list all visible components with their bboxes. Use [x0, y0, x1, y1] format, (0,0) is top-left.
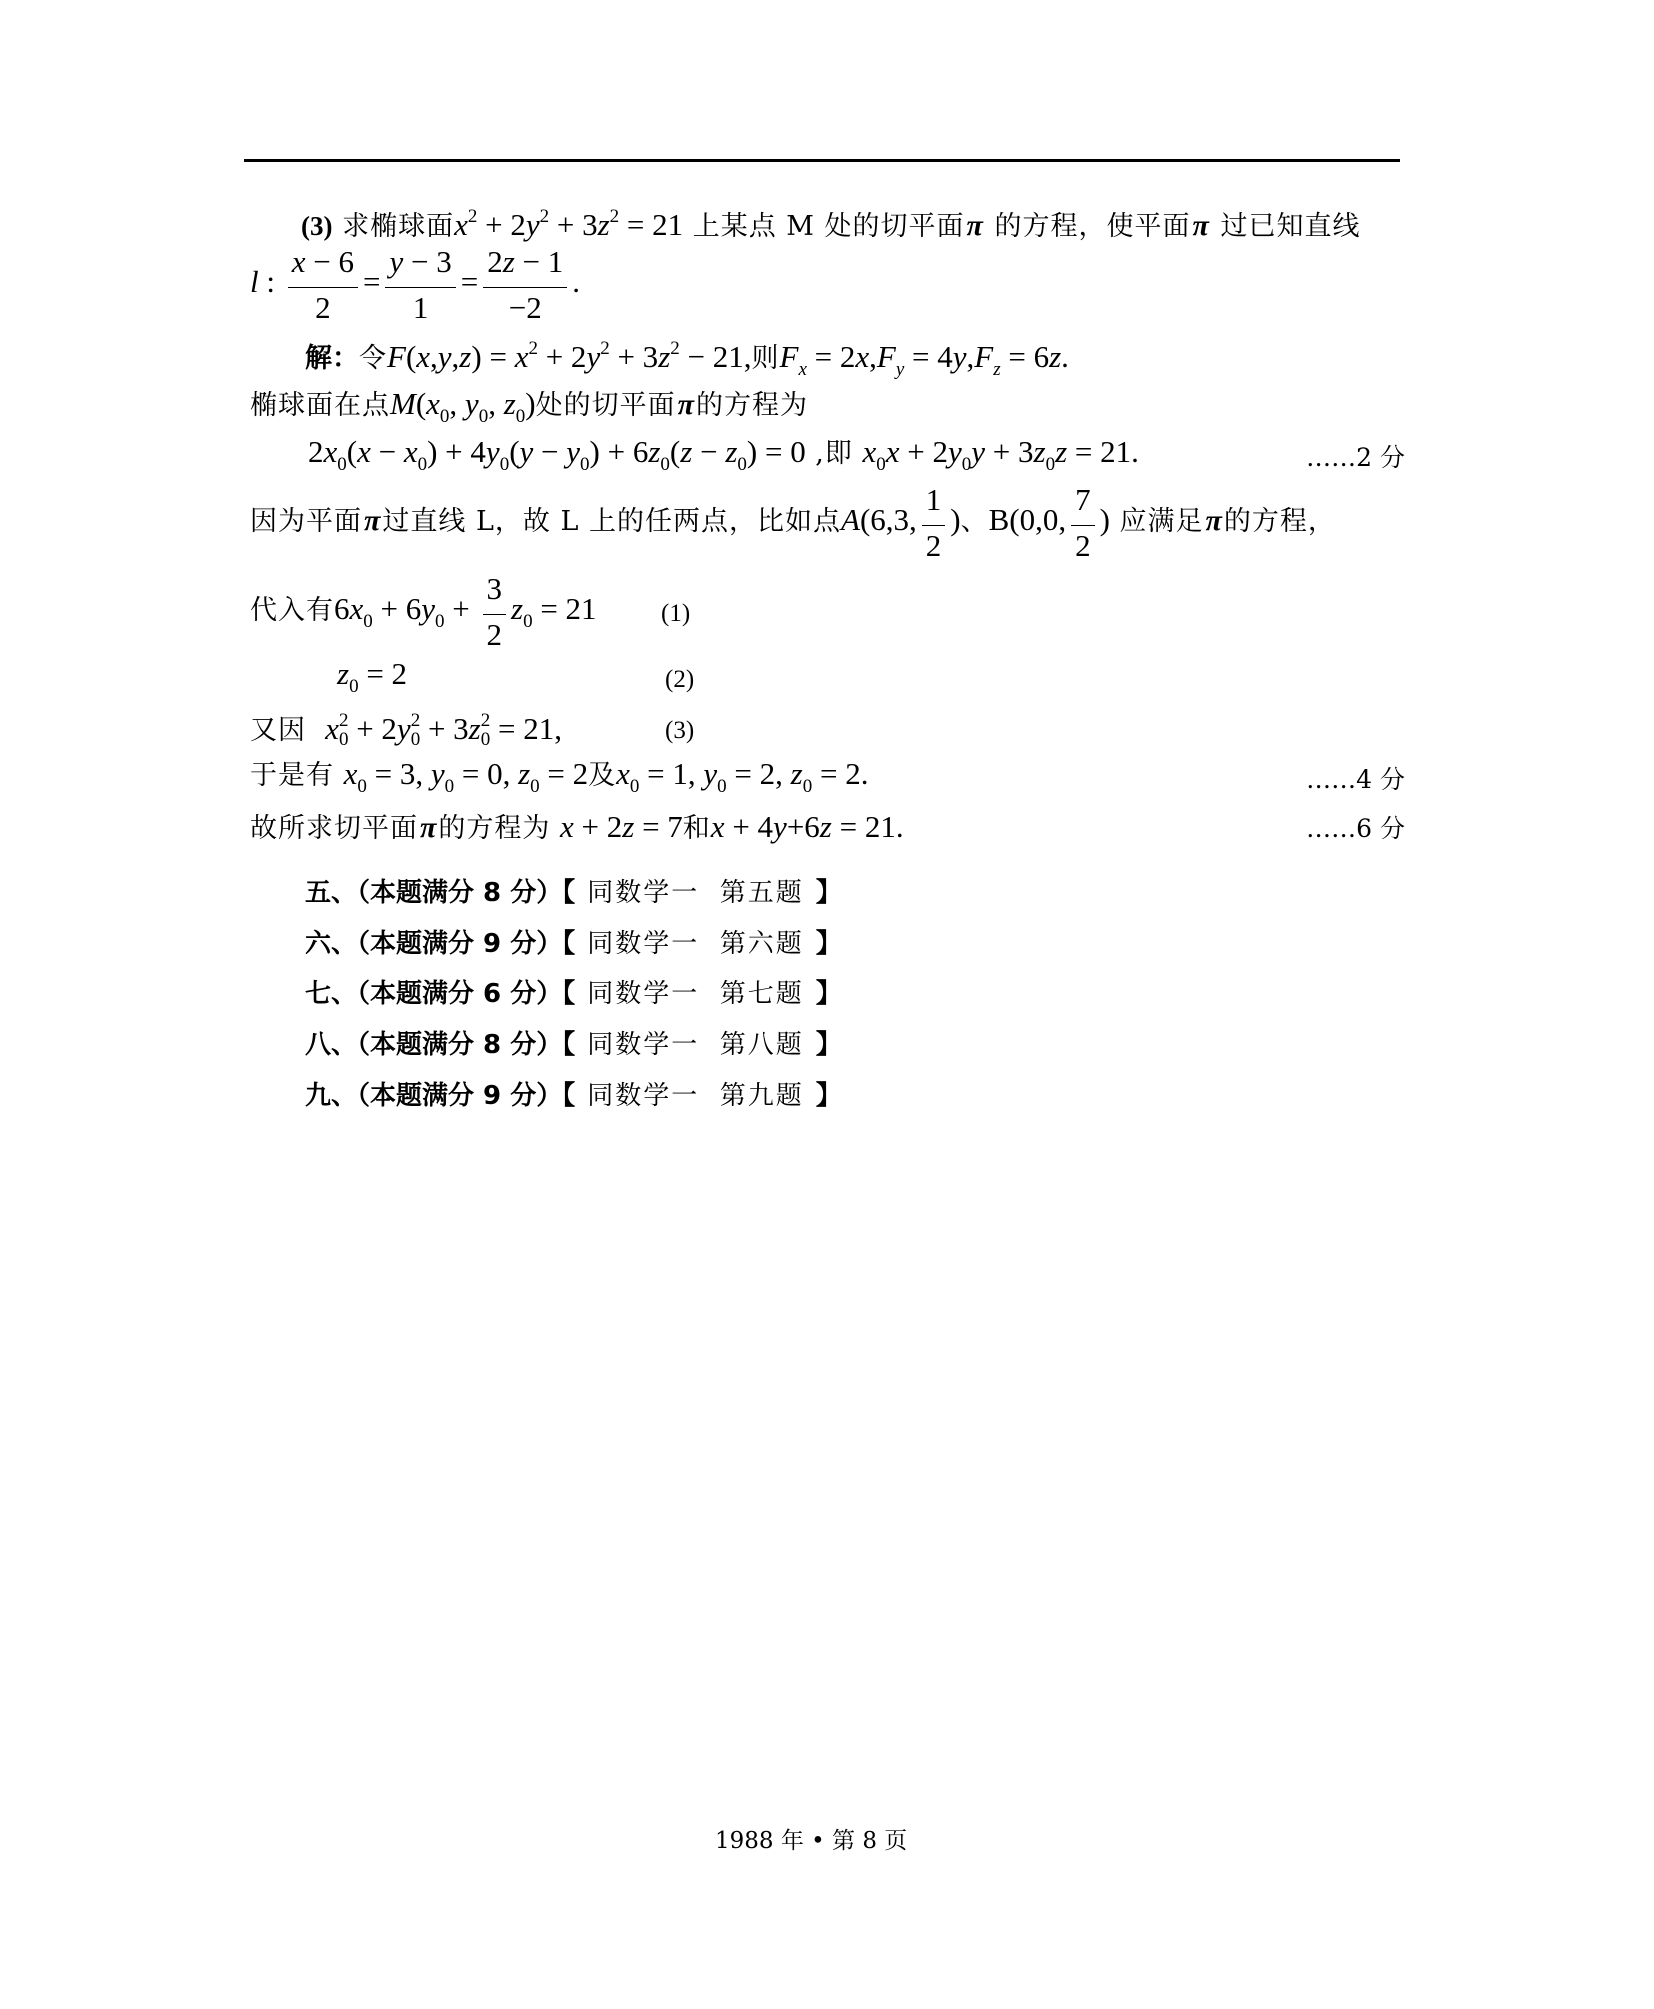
math-variable: y — [421, 590, 436, 626]
subscript: 0 — [802, 775, 813, 797]
superscript: 2 — [528, 337, 538, 359]
text-run: 过已知直线 — [1210, 210, 1361, 242]
math-text: = 21. — [831, 808, 904, 844]
text-run: 又因 — [250, 714, 326, 746]
math-variable: z — [1049, 338, 1062, 374]
math-variable: F — [387, 338, 406, 374]
math-variable: z — [459, 338, 472, 374]
math-variable: y — [430, 755, 445, 791]
pi-symbol: π — [420, 810, 437, 844]
numerator — [288, 245, 358, 288]
math-variable: y — [396, 710, 411, 746]
math-variable: y — [773, 808, 787, 844]
subscript: z — [993, 358, 1001, 380]
math-text: − 3 — [403, 243, 452, 279]
fraction — [1071, 483, 1095, 568]
math-text: 1 — [925, 481, 942, 517]
subscript: 0 — [357, 775, 367, 797]
math-variable: y — [519, 433, 534, 469]
math-variable: z — [597, 206, 610, 242]
subscript: 0 — [629, 775, 640, 797]
superscript: 2 — [670, 337, 680, 359]
bold-text: 解： — [305, 342, 359, 373]
math-text: + 3 — [420, 710, 469, 746]
math-text: − 6 — [305, 243, 354, 279]
math-text: , — [449, 385, 465, 421]
math-text: = 2, — [726, 755, 791, 791]
text-run: ,即 — [805, 437, 863, 469]
superscript: 2 — [539, 205, 550, 227]
math-text: + 2 — [899, 433, 948, 469]
math-text: . — [572, 263, 581, 299]
math-text: (6,3, — [859, 501, 917, 537]
math-text: − 21, — [679, 338, 752, 374]
math-variable: y — [437, 338, 452, 374]
heading-label: 六、（本题满分 9 分）【 — [305, 928, 576, 959]
text-run: 上某点 M 处的切平面 — [683, 210, 965, 242]
text-run: 故所求切平面 — [250, 812, 418, 844]
math-variable: x — [862, 433, 877, 469]
math-text: , — [430, 338, 438, 374]
math-variable: x — [454, 206, 468, 242]
score-6: ……6 分 — [1306, 814, 1405, 843]
math-text: − — [533, 433, 567, 469]
math-text: ) + 6 — [589, 433, 649, 469]
math-variable: z — [1055, 433, 1068, 469]
math-variable: x — [559, 808, 574, 844]
math-text: 2 — [486, 616, 502, 652]
math-text: = 1, — [639, 755, 704, 791]
subscript: 0 — [439, 405, 450, 427]
equation-2-tag: (2) — [665, 666, 695, 693]
math-text: + 6 — [372, 590, 422, 626]
math-variable: F — [974, 338, 994, 374]
math-text: = 2 — [358, 655, 408, 691]
math-variable: y — [586, 338, 601, 374]
math-variable: z — [337, 655, 350, 691]
subscript: 0 — [580, 453, 590, 475]
pi-symbol: π — [677, 387, 694, 421]
math-text: 2 — [1075, 527, 1091, 563]
math-text: = 7 — [634, 808, 683, 844]
text-run: 及 — [588, 759, 617, 791]
bold-text: (3) — [301, 210, 333, 241]
superscript: 2 — [480, 709, 491, 731]
heading-reference: 同数学一 第八题 — [587, 1029, 804, 1060]
math-variable: x — [416, 338, 431, 374]
numerator — [483, 245, 567, 288]
math-text: 6 — [334, 590, 350, 626]
subscript: 0 — [410, 728, 421, 750]
problem-9-heading — [305, 1047, 842, 1147]
fraction — [922, 483, 946, 568]
text-run: 因为平面 — [250, 505, 362, 537]
superscript: 2 — [338, 709, 349, 731]
page-number: 1988 年 • 第 8 页 — [715, 1828, 908, 1854]
math-text: = 6 — [1000, 338, 1050, 374]
math-variable: x — [357, 433, 371, 469]
subscript: 0 — [1045, 453, 1056, 475]
math-text: − 1 — [514, 243, 564, 279]
math-variable: y — [464, 385, 479, 421]
text-run: 代入有 — [250, 594, 334, 626]
fraction — [483, 572, 507, 657]
math-variable: z — [503, 385, 516, 421]
math-variable: z — [819, 808, 832, 844]
math-variable: x — [885, 433, 900, 469]
text-run: 应满足 — [1109, 505, 1204, 537]
pi-symbol: π — [1205, 503, 1222, 537]
subscript: 0 — [499, 453, 510, 475]
through-line-text — [250, 483, 1336, 568]
pi-symbol: π — [364, 503, 381, 537]
math-text: . — [1061, 338, 1069, 374]
math-text: ) = 0 — [746, 433, 806, 469]
subscript: 0 — [337, 453, 347, 475]
text-run: 于是有 — [250, 759, 344, 791]
math-text: ( — [346, 433, 358, 469]
heading-label: 九、（本题满分 9 分）【 — [305, 1080, 576, 1111]
math-text: = — [363, 263, 381, 299]
heading-label: 七、（本题满分 6 分）【 — [305, 978, 576, 1009]
superscript: 2 — [467, 205, 478, 227]
denominator — [1071, 526, 1095, 568]
denominator — [922, 526, 946, 568]
math-text: : — [258, 263, 283, 299]
math-text: + 3 — [609, 338, 659, 374]
text-run: 和 — [682, 812, 711, 844]
math-text: − — [370, 433, 404, 469]
math-variable: z — [648, 433, 661, 469]
math-text: + 2 — [477, 206, 526, 242]
superscript: 2 — [609, 205, 620, 227]
math-text: = — [460, 263, 479, 299]
math-variable: x — [343, 755, 358, 791]
subscript: 0 — [478, 405, 489, 427]
math-text: = 21. — [1067, 433, 1139, 469]
denominator — [483, 615, 507, 657]
math-text: −2 — [508, 289, 542, 325]
subscript: 0 — [349, 675, 359, 697]
subscript: 0 — [961, 453, 972, 475]
math-variable: l — [250, 263, 259, 299]
math-text: = 21 — [532, 590, 597, 626]
text-run: 则 — [751, 342, 780, 374]
text-run: 求椭球面 — [332, 210, 455, 242]
math-variable: A — [841, 501, 860, 537]
subscript: 0 — [737, 453, 747, 475]
math-text: 2 — [925, 527, 942, 563]
math-variable: y — [485, 433, 500, 469]
math-text: = 21, — [490, 710, 562, 746]
numerator — [922, 483, 946, 526]
heading-reference: 同数学一 第九题 — [587, 1080, 804, 1111]
page-footer — [715, 1791, 907, 1891]
math-variable: x — [323, 433, 338, 469]
math-text: , — [869, 338, 877, 374]
math-text: ) + 4 — [427, 433, 486, 469]
math-text: = 2 — [806, 338, 856, 374]
math-text: ) = — [471, 338, 515, 374]
equation-1-tag: (1) — [661, 600, 691, 627]
math-variable: x — [403, 433, 418, 469]
math-variable: x — [710, 808, 725, 844]
text-run: 的方程为 — [695, 389, 808, 421]
math-variable: z — [658, 338, 671, 374]
math-variable: x — [426, 385, 440, 421]
heading-close: 】 — [815, 877, 842, 908]
subscript: x — [798, 358, 807, 380]
math-variable: y — [971, 433, 985, 469]
math-text: ) — [525, 385, 536, 421]
math-variable: z — [622, 808, 635, 844]
math-text: ( — [669, 433, 681, 469]
text-run: 令 — [359, 342, 387, 374]
subscript: 0 — [338, 728, 349, 750]
subscript: 0 — [876, 453, 886, 475]
math-variable: z — [468, 710, 481, 746]
math-variable: y — [703, 755, 718, 791]
superscript: 2 — [410, 709, 421, 731]
superscript: 2 — [600, 337, 610, 359]
math-text: + 2 — [348, 710, 397, 746]
subscript: 0 — [480, 728, 491, 750]
numerator — [385, 245, 455, 288]
score-4: ……4 分 — [1306, 765, 1405, 794]
math-text: ( — [405, 338, 417, 374]
math-text: 3 — [486, 570, 502, 606]
math-variable: x — [325, 710, 339, 746]
score-2: ……2 分 — [1306, 443, 1405, 472]
numerator — [483, 572, 507, 615]
math-text: ( — [415, 385, 427, 421]
text-run: 的方程， — [1223, 505, 1336, 537]
math-variable: x — [855, 338, 870, 374]
math-text: , — [488, 385, 504, 421]
subscript: 0 — [530, 775, 540, 797]
subscript: y — [895, 358, 905, 380]
math-variable: y — [952, 338, 967, 374]
text-run: 的方程，使平面 — [984, 210, 1191, 242]
math-text: = 4 — [904, 338, 953, 374]
math-text: ) — [950, 501, 961, 537]
math-text: 1 — [412, 289, 429, 325]
math-text: + 3 — [985, 433, 1034, 469]
heading-close: 】 — [815, 928, 842, 959]
subscript: 0 — [444, 775, 455, 797]
math-variable: M — [390, 385, 416, 421]
math-variable: y — [389, 243, 404, 279]
heading-label: 八、（本题满分 8 分）【 — [305, 1029, 576, 1060]
math-text: 2 — [308, 433, 324, 469]
text-run: 椭球面在点 — [250, 389, 390, 421]
math-variable: x — [291, 243, 306, 279]
math-text: = 0, — [454, 755, 519, 791]
heading-close: 】 — [815, 978, 842, 1009]
math-text: + 4 — [724, 808, 774, 844]
math-text: + 3 — [549, 206, 598, 242]
score-marker — [1306, 779, 1405, 879]
math-text: = 2 — [539, 755, 589, 791]
math-text: 2 — [487, 243, 503, 279]
math-text: , — [451, 338, 460, 374]
math-text: 7 — [1075, 481, 1091, 517]
math-variable: z — [502, 243, 515, 279]
math-text: + 2 — [573, 808, 623, 844]
math-variable: z — [725, 433, 738, 469]
math-variable: F — [876, 338, 896, 374]
math-text: +6 — [786, 808, 820, 844]
heading-close: 】 — [815, 1080, 842, 1111]
header-rule — [244, 159, 1400, 162]
text-run: 、 — [960, 505, 989, 537]
heading-label: 五、（本题满分 8 分）【 — [305, 877, 576, 908]
math-text: 2 — [315, 289, 331, 325]
pi-symbol: π — [966, 208, 983, 242]
equation-1 — [250, 564, 597, 664]
math-text: − — [692, 433, 726, 469]
text-run: 的方程为 — [438, 812, 560, 844]
math-variable: F — [779, 338, 799, 374]
math-variable: x — [514, 338, 529, 374]
math-text: = 21 — [619, 206, 684, 242]
subscript: 0 — [523, 610, 533, 632]
heading-close: 】 — [815, 1029, 842, 1060]
text-run: 过直线 L，故 L 上的任两点，比如点 — [382, 505, 841, 537]
subscript: 0 — [435, 610, 445, 632]
math-text: B(0,0, — [988, 501, 1067, 537]
heading-reference: 同数学一 第六题 — [587, 928, 804, 959]
math-text: + — [444, 590, 478, 626]
math-text: + 2 — [537, 338, 587, 374]
heading-reference: 同数学一 第五题 — [587, 877, 804, 908]
math-variable: x — [349, 590, 364, 626]
math-variable: y — [566, 433, 581, 469]
math-variable: y — [947, 433, 962, 469]
equation-3-tag: (3) — [665, 717, 695, 744]
pi-symbol: π — [1192, 208, 1209, 242]
math-variable: z — [790, 755, 803, 791]
subscript: 0 — [515, 405, 526, 427]
heading-reference: 同数学一 第七题 — [587, 978, 804, 1009]
subscript: 0 — [717, 775, 727, 797]
math-variable: x — [616, 755, 630, 791]
math-text: ( — [509, 433, 520, 469]
subscript: 0 — [363, 610, 373, 632]
math-text: , — [966, 338, 975, 374]
math-variable: z — [518, 755, 531, 791]
subscript: 0 — [660, 453, 670, 475]
math-variable: z — [511, 590, 524, 626]
equation-1-text — [250, 572, 597, 657]
numerator — [1071, 483, 1095, 526]
math-variable: y — [525, 206, 540, 242]
subscript: 0 — [417, 453, 428, 475]
text-run: 处的切平面 — [535, 389, 676, 421]
math-variable: z — [1033, 433, 1046, 469]
math-variable: z — [680, 433, 693, 469]
math-text: ) — [1099, 501, 1110, 537]
math-text: = 3, — [366, 755, 431, 791]
math-text: = 2. — [812, 755, 869, 791]
through-line-condition — [250, 475, 1336, 575]
